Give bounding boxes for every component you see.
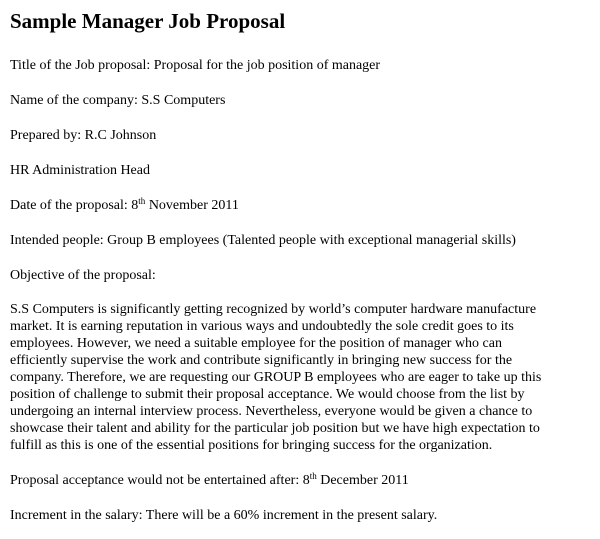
date-line (10, 197, 592, 214)
intended-people-line: Intended people: Group B employees (Talented people with exceptional managerial skills) (10, 233, 516, 248)
increment-line: Increment in the salary: There will be a 60% increment in the present salary. (10, 508, 438, 523)
paragraph-line: undergoing an internal interview process. Nevertheless, everyone would be given a chance to (10, 404, 533, 419)
paragraph-line: position of challenge to submit their proposal acceptance. We would choose from the list by (10, 387, 525, 402)
role-line: HR Administration Head (10, 163, 150, 178)
document-title: Sample Manager Job Proposal (10, 9, 286, 33)
company-line: Name of the company: S.S Computers (10, 93, 226, 108)
paragraph-line: market. It is earning reputation in various ways and undoubtedly the sole credit goes to its (10, 319, 514, 334)
paragraph-line: showcase their talent and ability for the particular job position but we have high expectation to (10, 421, 540, 436)
deadline-line-suffix: December 2011 (316, 473, 409, 488)
paragraph-line: company. Therefore, we are requesting our GROUP B employees who are eager to take up this (10, 370, 542, 385)
prepared-by-line: Prepared by: R.C Johnson (10, 128, 157, 143)
paragraph-line: efficiently supervise the work and contribute significantly in bringing new success for the (10, 353, 513, 368)
paragraph-line: fulfill as this is one of the essential positions for bringing success for the organization. (10, 438, 493, 453)
deadline-line (10, 472, 592, 489)
date-line-suffix: November 2011 (145, 198, 239, 213)
deadline-line-superscript: th (309, 471, 317, 481)
paragraph-line: S.S Computers is significantly getting recognized by world’s computer hardware manufacture (10, 302, 537, 317)
date-line-superscript: th (138, 196, 146, 206)
objective-paragraph (10, 301, 592, 454)
date-line-prefix: Date of the proposal: 8 (10, 198, 139, 213)
deadline-line-prefix: Proposal acceptance would not be entertained after: 8 (10, 473, 310, 488)
paragraph-line: employees. However, we need a suitable employee for the position of manager who can (10, 336, 502, 351)
job-title-line: Title of the Job proposal: Proposal for the job position of manager (10, 58, 381, 73)
objective-heading: Objective of the proposal: (10, 268, 156, 283)
